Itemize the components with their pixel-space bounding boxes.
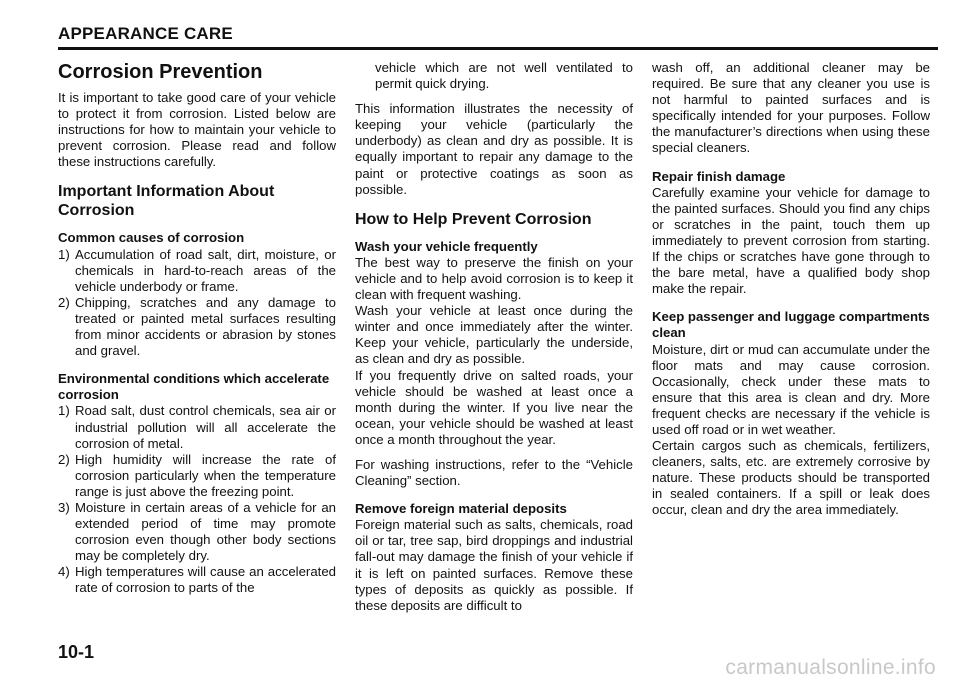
section-header: APPEARANCE CARE xyxy=(58,24,233,43)
compartments-paragraph-2: Certain cargos such as chemicals, fertilizers, cleaners, salts, etc. are extremely corrosive by nature. These products should be transported in sealed containers. If a spill or leak does occur, clean and dry the area immediately. xyxy=(652,438,930,518)
list-number: 3) xyxy=(58,499,70,515)
list-text: Road salt, dust control chemicals, sea air or industrial pollution will all accelerate the corrosion of metal. xyxy=(75,403,336,451)
foreign-material-paragraph: Foreign material such as salts, chemicals, road oil or tar, tree sap, bird droppings and industrial fall-out may damage the finish of your vehicle if it is left on painted surfaces. Remove these types of deposits as quickly as possible. If these deposits are difficult to xyxy=(355,517,633,613)
list-number: 4) xyxy=(58,564,70,580)
list-item xyxy=(58,247,336,295)
page-title: Corrosion Prevention xyxy=(58,61,263,83)
list-number: 1) xyxy=(58,403,70,419)
compartments-paragraph-1: Moisture, dirt or mud can accumulate under the floor mats and may cause corrosion. Occasionally, check under these mats to ensure that this area is clean and dry. More frequent checks are necessary if the vehicle is used off road or in wet weather. xyxy=(652,341,930,437)
header-divider xyxy=(58,47,938,50)
list-item xyxy=(58,295,336,359)
common-causes-list xyxy=(58,247,336,360)
wash-paragraph-2: Wash your vehicle at least once during the winter and once immediately after the winter. Keep your vehicle, particularly the underside, as clean and dry as possible. xyxy=(355,303,633,367)
compartments-heading: Keep passenger and luggage compartments clean xyxy=(652,309,930,341)
wash-paragraph-3: If you frequently drive on salted roads, your vehicle should be washed at least once a month during the winter. If you live near the ocean, your vehicle should be washed at least once a month throughout the year. xyxy=(355,367,633,447)
wash-paragraph-1: The best way to preserve the finish on your vehicle and to help avoid corrosion is to keep it clean with frequent washing. xyxy=(355,254,633,303)
list-number: 1) xyxy=(58,246,70,262)
list-text: Moisture in certain areas of a vehicle for an extended period of time may promote corrosion even though other body sections may be completely dry. xyxy=(75,499,336,564)
list-number: 2) xyxy=(58,451,70,467)
list-number: 2) xyxy=(58,294,70,310)
environmental-list xyxy=(58,403,336,596)
wash-paragraph-4: For washing instructions, refer to the “Vehicle Cleaning” section. xyxy=(355,456,633,489)
list-text: High temperatures will cause an accelerated rate of corrosion to parts of the xyxy=(75,564,336,596)
repair-paragraph: Carefully examine your vehicle for damage to the painted surfaces. Should you find any chips or scratches in the paint, touch them up immediately to prevent corrosion from starting. If the chips or scratches have gone through to the bare metal, have a qualified body shop make the repair. xyxy=(652,184,930,297)
list-item xyxy=(58,500,336,564)
column-2 xyxy=(355,60,633,614)
list-item xyxy=(58,403,336,451)
list-text: Accumulation of road salt, dirt, moisture, or chemicals in hard-to-reach areas of the vehicle underbody or frame. xyxy=(75,246,336,294)
page-number: 10-1 xyxy=(58,642,95,662)
foreign-material-heading: Remove foreign material deposits xyxy=(355,501,567,517)
repair-heading: Repair finish damage xyxy=(652,168,786,184)
common-causes-heading: Common causes of corrosion xyxy=(58,230,245,246)
list-item xyxy=(58,452,336,500)
important-info-heading: Important Information About Corrosion xyxy=(58,183,275,220)
column-3 xyxy=(652,60,930,519)
intro-paragraph: It is important to take good care of your vehicle to protect it from corrosion. Listed below are instructions for how to maintain your vehicle to prevent corrosion. Please read and follow these instructions carefully. xyxy=(58,90,336,170)
environmental-heading: Environmental conditions which accelerate corrosion xyxy=(58,371,330,403)
column-1 xyxy=(58,60,336,597)
continued-paragraph: wash off, an additional cleaner may be required. Be sure that any cleaner you use is not harmful to painted surfaces and is specifically intended for your purposes. Follow the manufacturer’s directions when using these special cleaners. xyxy=(652,60,930,156)
list-item xyxy=(58,564,336,596)
wash-heading: Wash your vehicle frequently xyxy=(355,238,538,254)
prevent-corrosion-heading: How to Help Prevent Corrosion xyxy=(355,210,592,228)
watermark: carmanualsonline.info xyxy=(725,656,936,679)
continued-paragraph: vehicle which are not well ventilated to permit quick drying. xyxy=(375,60,633,92)
list-text: High humidity will increase the rate of corrosion particularly when the temperature range is just above the freezing point. xyxy=(75,451,336,499)
list-text: Chipping, scratches and any damage to treated or painted metal surfaces resulting from minor accidents or abrasion by stones and gravel. xyxy=(75,294,336,359)
necessity-paragraph: This information illustrates the necessity of keeping your vehicle (particularly the underbody) as clean and dry as possible. It is equally important to repair any damage to the paint or protective coatings as soon as possible. xyxy=(355,101,633,197)
